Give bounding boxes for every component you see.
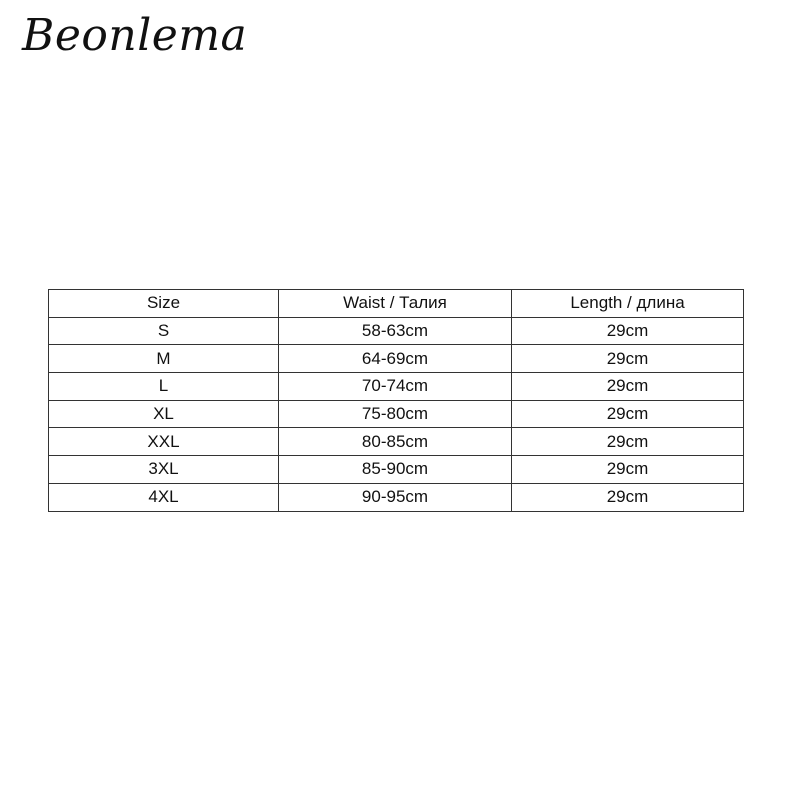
size-cell: 3XL <box>49 456 279 484</box>
size-cell: S <box>49 317 279 345</box>
waist-cell: 80-85cm <box>279 428 512 456</box>
size-cell: L <box>49 373 279 401</box>
length-cell: 29cm <box>512 483 744 511</box>
length-cell: 29cm <box>512 373 744 401</box>
table-row <box>49 483 744 511</box>
length-cell: 29cm <box>512 317 744 345</box>
length-cell: 29cm <box>512 428 744 456</box>
size-chart-table <box>48 289 744 512</box>
length-cell: 29cm <box>512 345 744 373</box>
header-length: Length / длина <box>512 290 744 318</box>
waist-cell: 64-69cm <box>279 345 512 373</box>
size-cell: XL <box>49 400 279 428</box>
size-cell: XXL <box>49 428 279 456</box>
table-row <box>49 400 744 428</box>
size-cell: M <box>49 345 279 373</box>
waist-cell: 90-95cm <box>279 483 512 511</box>
waist-cell: 70-74cm <box>279 373 512 401</box>
table-row <box>49 345 744 373</box>
waist-cell: 85-90cm <box>279 456 512 484</box>
header-size: Size <box>49 290 279 318</box>
waist-cell: 58-63cm <box>279 317 512 345</box>
brand-logo: Beonlema <box>22 10 248 61</box>
table-row <box>49 317 744 345</box>
table-row <box>49 456 744 484</box>
size-cell: 4XL <box>49 483 279 511</box>
waist-cell: 75-80cm <box>279 400 512 428</box>
length-cell: 29cm <box>512 456 744 484</box>
header-waist: Waist / Талия <box>279 290 512 318</box>
table-row <box>49 373 744 401</box>
table-row <box>49 428 744 456</box>
length-cell: 29cm <box>512 400 744 428</box>
table-header-row <box>49 290 744 318</box>
